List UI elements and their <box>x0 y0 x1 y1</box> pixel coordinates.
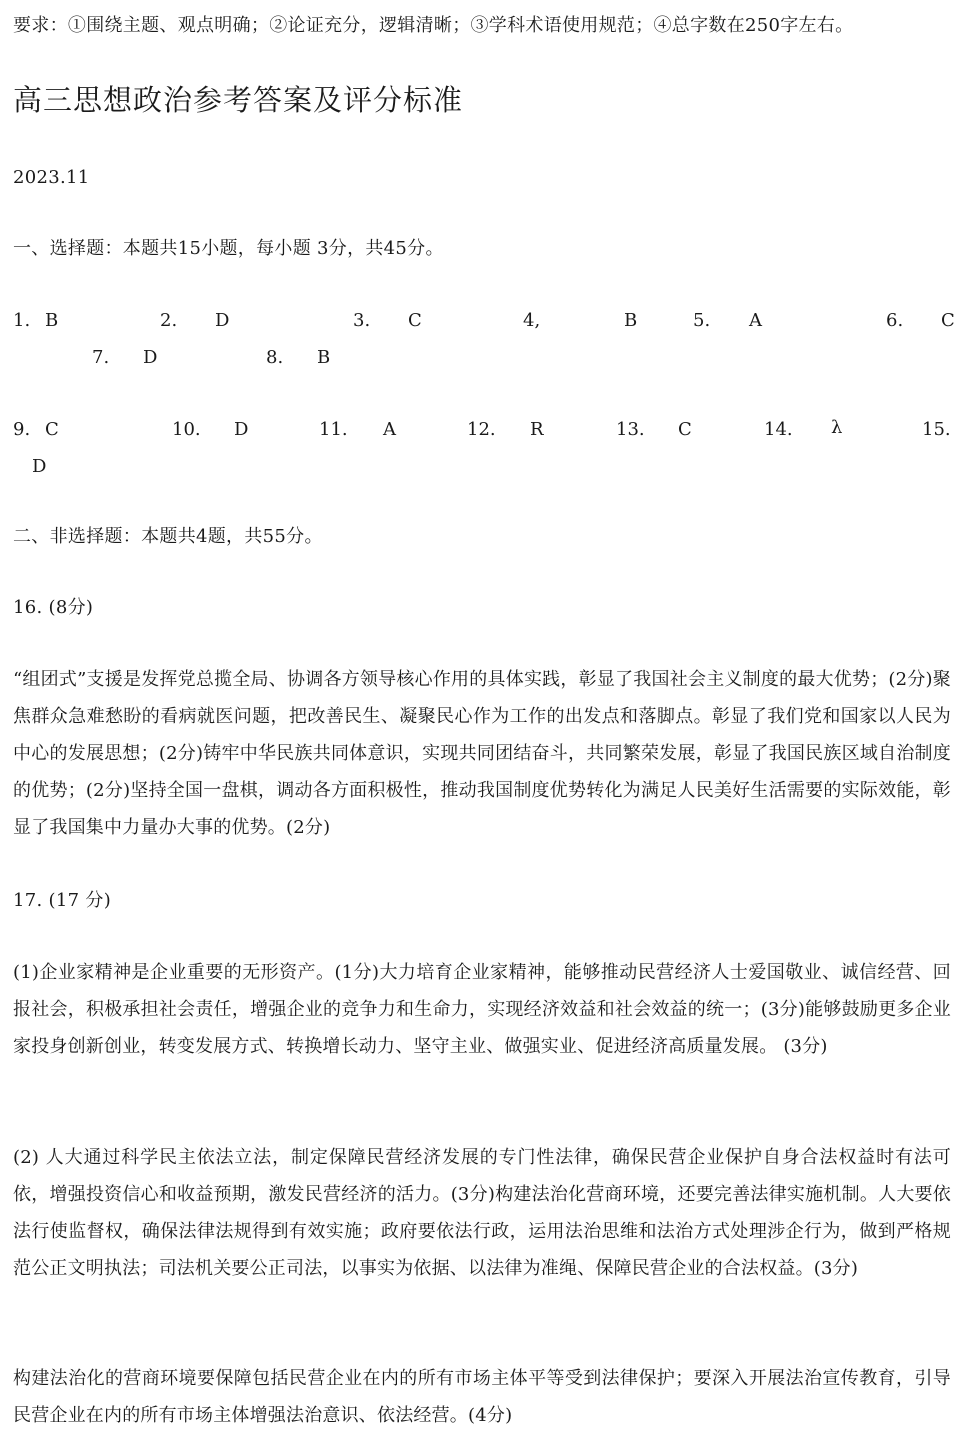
essay-requirement: 要求：①围绕主题、观点明确；②论证充分，逻辑清晰；③学科术语使用规范；④总字数在250字左右。 <box>13 15 854 36</box>
question-17-label: 17. (17 分) <box>13 890 112 911</box>
answer-number: 1. <box>13 310 31 331</box>
answer-number: 12. <box>467 419 496 440</box>
question-17-part2: (2) 人大通过科学民主依法立法，制定保障民营经济发展的专门性法律，确保民营企业保护自身合法权益时有法可依，增强投资信心和收益预期，激发民营经济的活力。(3分)构建法治化营商环境，还要完善法律实施机制。人大要依法行使监督权，确保法律法规得到有效实施；政府要依法行政，运用法治思维和法治方式处理涉企行为，做到严格规范公正文明执法；司法机关要公正司法，以事实为依据、以法律为准绳、保障民营企业的合法权益。(3分) <box>13 1147 951 1279</box>
answer-number: 10. <box>172 419 201 440</box>
page-title: 高三思想政治参考答案及评分标准 <box>13 83 464 117</box>
section1-heading: 一、选择题：本题共15小题，每小题 3分，共45分。 <box>13 238 444 259</box>
answer-number: 5. <box>693 310 711 331</box>
answer-letter: B <box>624 310 638 331</box>
answer-number: 9. <box>13 419 31 440</box>
answer-number: 7. <box>92 347 110 368</box>
question-16-answer: “组团式”支援是发挥党总揽全局、协调各方领导核心作用的具体实践，彰显了我国社会主义制度的最大优势；(2分)聚焦群众急难愁盼的看病就医问题，把改善民生、凝聚民心作为工作的出发点和落脚点。彰显了我们党和国家以人民为中心的发展思想；(2分)铸牢中华民族共同体意识，实现共同团结奋斗，共同繁荣发展，彰显了我国民族区域自治制度的优势；(2分)坚持全国一盘棋，调动各方面积极性，推动我国制度优势转化为满足人民美好生活需要的实际效能，彰显了我国集中力量办大事的优势。(2分) <box>13 669 951 838</box>
answer-letter: C <box>45 419 59 440</box>
answer-number: 3. <box>353 310 371 331</box>
answer-letter: B <box>317 347 331 368</box>
question-17-part1: (1)企业家精神是企业重要的无形资产。(1分)大力培育企业家精神，能够推动民营经济人士爱国敬业、诚信经营、回报社会，积极承担社会责任，增强企业的竞争力和生命力，实现经济效益和社会效益的统一；(3分)能够鼓励更多企业家投身创新创业，转变发展方式、转换增长动力、坚守主业、做强实业、促进经济高质量发展。 (3分) <box>13 962 951 1057</box>
answer-letter: R <box>530 419 544 440</box>
exam-date: 2023.11 <box>13 167 90 188</box>
answer-letter: C <box>408 310 422 331</box>
answer-number: 6. <box>886 310 904 331</box>
question-17-part3: 构建法治化的营商环境要保障包括民营企业在内的所有市场主体平等受到法律保护；要深入开展法治宣传教育，引导民营企业在内的所有市场主体增强法治意识、依法经营。(4分) <box>13 1368 951 1426</box>
answer-letter: D <box>32 456 47 477</box>
answer-letter: C <box>941 310 955 331</box>
answer-number: 13. <box>616 419 645 440</box>
section2-heading: 二、非选择题：本题共4题，共55分。 <box>13 526 323 547</box>
answer-letter: D <box>143 347 158 368</box>
answer-number: 2. <box>160 310 178 331</box>
answer-number: 11. <box>319 419 348 440</box>
answer-letter: A <box>749 310 762 331</box>
answer-letter: A <box>383 419 396 440</box>
question-16-label: 16. (8分) <box>13 597 94 618</box>
answer-letter: B <box>45 310 59 331</box>
answer-letter: C <box>678 419 692 440</box>
answer-letter: λ <box>831 417 843 438</box>
answer-number: 4, <box>523 310 541 331</box>
answer-number: 8. <box>266 347 284 368</box>
answer-letter: D <box>234 419 249 440</box>
answer-letter: D <box>215 310 230 331</box>
answer-number: 14. <box>764 419 793 440</box>
answer-number: 15. <box>922 419 951 440</box>
